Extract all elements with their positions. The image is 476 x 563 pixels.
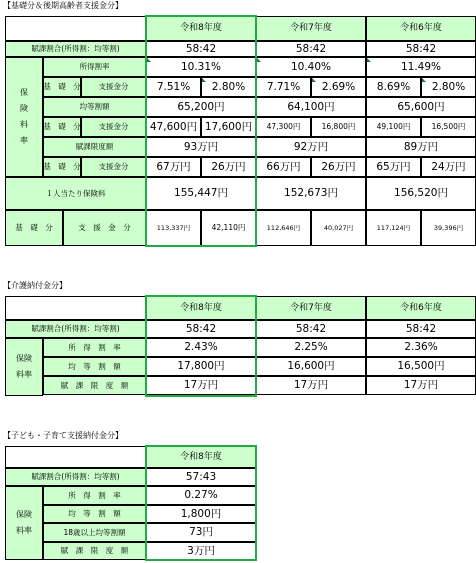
per-capita-support: 16,800円 xyxy=(311,117,366,137)
basic-label: 基 礎 分 xyxy=(43,77,81,97)
per-capita-support: 17,600円 xyxy=(201,117,256,137)
income-rate-label: 所得割率 xyxy=(43,57,146,77)
row-value: 3万円 xyxy=(146,542,256,561)
per-person-value: 156,520円 xyxy=(366,177,476,210)
per-capita-label: 均等割額 xyxy=(43,97,146,117)
ratio-value: 58:42 xyxy=(256,41,366,57)
ratio-value: 58:42 xyxy=(256,320,366,338)
side-label-rate xyxy=(5,57,43,177)
row-value: 16,500円 xyxy=(366,357,476,376)
support-label: 支援金分 xyxy=(81,157,146,177)
row-label: 所 得 割 率 xyxy=(43,338,146,357)
side-label-char: 保 xyxy=(20,88,28,97)
bottom-basic-value: 117,124円 xyxy=(366,210,421,246)
year-header: 令和8年度 xyxy=(146,296,256,320)
section-title-basic: 【基礎分＆後期高齢者支援金分】 xyxy=(3,1,123,10)
row-value: 2.25% xyxy=(256,338,366,357)
cell-marker-icon xyxy=(422,78,426,82)
side-label-char: 料率 xyxy=(16,370,32,379)
per-capita-value: 64,100円 xyxy=(256,97,366,117)
ratio-value: 58:42 xyxy=(366,320,476,338)
ratio-value: 58:42 xyxy=(146,320,256,338)
row-label: 18歳以上均等割額 xyxy=(43,523,146,542)
row-value: 17万円 xyxy=(366,376,476,395)
per-capita-basic: 47,600円 xyxy=(146,117,201,137)
row-value: 2.43% xyxy=(146,338,256,357)
row-value: 17,800円 xyxy=(146,357,256,376)
limit-support: 24万円 xyxy=(421,157,476,177)
limit-value: 89万円 xyxy=(366,137,476,157)
bottom-support-value: 42,110円 xyxy=(201,210,256,246)
limit-basic: 65万円 xyxy=(366,157,421,177)
support-label: 支援金分 xyxy=(81,77,146,97)
per-capita-basic: 49,100円 xyxy=(366,117,421,137)
row-value: 17万円 xyxy=(146,376,256,395)
side-label-char: 率 xyxy=(20,136,28,145)
cell-marker-icon xyxy=(257,58,261,62)
limit-basic: 66万円 xyxy=(256,157,311,177)
bottom-basic-value: 112,646円 xyxy=(256,210,311,246)
section-title-child: 【子ども・子育て支援納付金分】 xyxy=(3,431,123,440)
per-person-label: １人当たり保険料 xyxy=(5,177,146,210)
income-rate-support: 2.80% xyxy=(421,77,476,97)
limit-value: 93万円 xyxy=(146,137,256,157)
per-capita-value: 65,600円 xyxy=(366,97,476,117)
year-header: 令和8年度 xyxy=(146,446,256,468)
per-capita-basic: 47,300円 xyxy=(256,117,311,137)
per-person-value: 155,447円 xyxy=(146,177,256,210)
income-rate-support: 2.80% xyxy=(201,77,256,97)
row-value: 0.27% xyxy=(146,486,256,505)
limit-support: 26万円 xyxy=(201,157,256,177)
ratio-value: 58:42 xyxy=(146,41,256,57)
side-label-char: 険 xyxy=(20,104,28,113)
corner-cell xyxy=(5,16,146,41)
limit-value: 92万円 xyxy=(256,137,366,157)
row-value: 1,800円 xyxy=(146,505,256,524)
bottom-support-value: 39,396円 xyxy=(421,210,476,246)
bottom-support-label: 支 援 金 分 xyxy=(63,210,146,246)
income-rate-basic: 7.71% xyxy=(256,77,311,97)
cell-marker-icon xyxy=(367,58,371,62)
cell-marker-icon xyxy=(312,78,316,82)
basic-label: 基 礎 分 xyxy=(43,157,81,177)
side-label-char: 保険 xyxy=(16,354,32,363)
cell-marker-icon xyxy=(147,58,151,62)
per-capita-support: 16,500円 xyxy=(421,117,476,137)
limit-basic: 67万円 xyxy=(146,157,201,177)
ratio-label: 賦課割合(所得割：均等割) xyxy=(5,320,146,338)
year-header: 令和8年度 xyxy=(146,16,256,41)
row-label: 均 等 割 額 xyxy=(43,505,146,524)
side-label-char: 料率 xyxy=(16,526,32,535)
income-rate-support: 2.69% xyxy=(311,77,366,97)
ratio-label: 賦課割合(所得割：均等割) xyxy=(5,468,146,486)
bottom-support-value: 40,027円 xyxy=(311,210,366,246)
ratio-value: 57:43 xyxy=(146,468,256,486)
section-title-care: 【介護納付金分】 xyxy=(3,281,67,290)
corner-cell xyxy=(5,446,146,468)
limit-label: 賦課限度額 xyxy=(43,137,146,157)
side-label-rate xyxy=(5,338,43,396)
side-label-rate xyxy=(5,486,43,560)
row-value: 2.36% xyxy=(366,338,476,357)
bottom-basic-value: 113,337円 xyxy=(146,210,201,246)
side-label-char: 料 xyxy=(20,120,28,129)
per-capita-value: 65,200円 xyxy=(146,97,256,117)
support-label: 支援金分 xyxy=(81,117,146,137)
side-label-char: 保険 xyxy=(16,510,32,519)
ratio-value: 58:42 xyxy=(366,41,476,57)
year-header: 令和7年度 xyxy=(256,16,366,41)
ratio-label: 賦課割合(所得割：均等割) xyxy=(5,41,146,57)
cell-marker-icon xyxy=(202,78,206,82)
row-label: 賦 課 限 度 額 xyxy=(43,376,146,395)
basic-label: 基 礎 分 xyxy=(43,117,81,137)
income-rate-basic: 7.51% xyxy=(146,77,201,97)
row-label: 所 得 割 率 xyxy=(43,486,146,505)
income-rate-value: 10.40% xyxy=(256,57,366,77)
row-label: 賦 課 限 度 額 xyxy=(43,542,146,561)
income-rate-value: 11.49% xyxy=(366,57,476,77)
income-rate-basic: 8.69% xyxy=(366,77,421,97)
row-value: 73円 xyxy=(146,523,256,542)
per-person-value: 152,673円 xyxy=(256,177,366,210)
year-header: 令和6年度 xyxy=(366,16,476,41)
row-value: 16,600円 xyxy=(256,357,366,376)
bottom-basic-label: 基 礎 分 xyxy=(5,210,63,246)
income-rate-value: 10.31% xyxy=(146,57,256,77)
year-header: 令和6年度 xyxy=(366,296,476,320)
limit-support: 26万円 xyxy=(311,157,366,177)
row-label: 均 等 割 額 xyxy=(43,357,146,376)
corner-cell xyxy=(5,296,146,320)
year-header: 令和7年度 xyxy=(256,296,366,320)
row-value: 17万円 xyxy=(256,376,366,395)
